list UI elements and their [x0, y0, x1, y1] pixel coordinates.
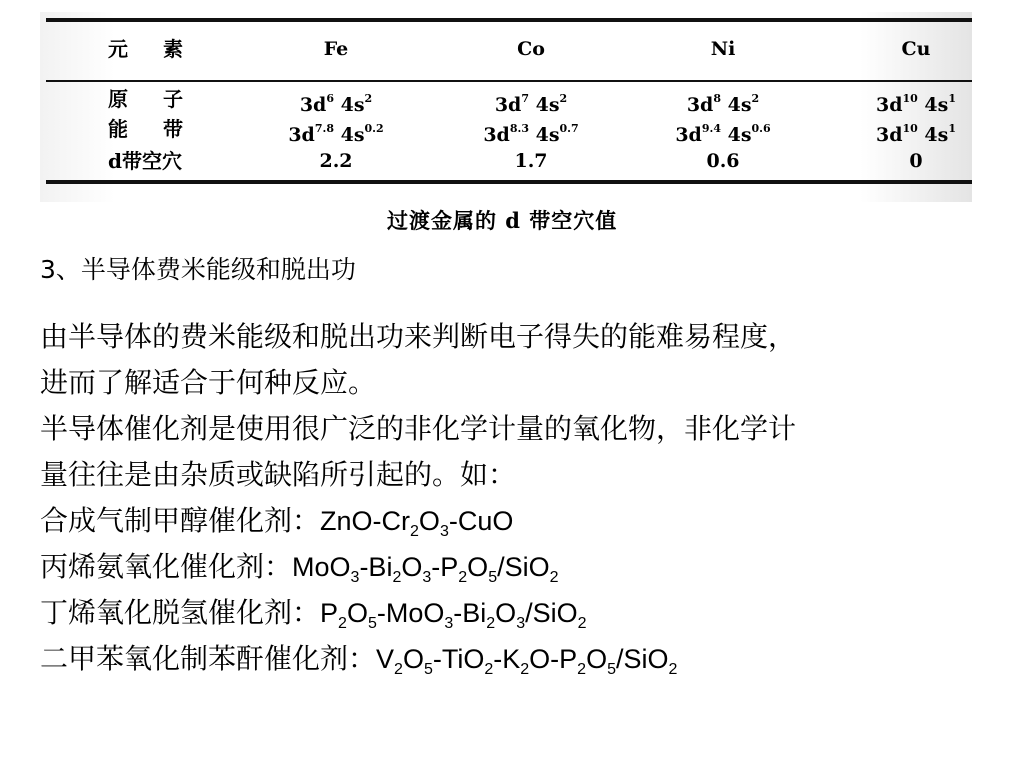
cell-base-text: 3d [483, 124, 510, 146]
formula-subscript: 2 [392, 569, 402, 586]
table-cell-ni [675, 114, 770, 150]
table-cell-fe [288, 114, 383, 150]
formula-subscript: 3 [444, 615, 454, 632]
cell-superscript: 0.7 [559, 122, 579, 135]
body-line [40, 590, 980, 636]
section-body [40, 314, 980, 682]
formula-subscript: 3 [516, 615, 526, 632]
formula-subscript: 2 [484, 661, 494, 678]
formula-text: O [401, 552, 423, 582]
cell-base-text: 0.6 [706, 150, 740, 172]
body-line [40, 498, 980, 544]
cell-superscript: 0.6 [751, 122, 771, 135]
cell-superscript: 2 [751, 92, 760, 105]
table-row-label: d带空穴 [108, 149, 182, 173]
table-cell-cu [876, 114, 956, 150]
body-line [40, 636, 980, 682]
cell-superscript: 1 [948, 92, 957, 105]
table-header-cu: Cu [901, 38, 931, 60]
formula-text: -Bi [359, 552, 393, 582]
cell-orbital-text: 4s [720, 94, 752, 116]
cell-superscript: 7 [521, 92, 529, 105]
formula-text: O [467, 552, 489, 582]
formula-text: -MoO [376, 598, 445, 628]
formula-subscript: 2 [338, 615, 347, 632]
body-text: 丙烯氨氧化催化剂： [40, 550, 293, 583]
section-heading: 3、半导体费米能级和脱出功 [40, 255, 356, 284]
body-line [40, 544, 980, 590]
cell-superscript: 10 [902, 92, 918, 105]
table-header-row [40, 34, 972, 64]
table-row [40, 146, 972, 176]
table-caption: 过渡金属的 d 带空穴值 [387, 208, 618, 233]
formula-subscript: 5 [488, 569, 498, 586]
formula-text: /SiO [525, 598, 578, 628]
cell-base-text: 3d [686, 94, 714, 116]
cell-orbital-text: 4s [528, 124, 560, 146]
body-line [40, 406, 980, 452]
table-cell-co [483, 114, 578, 150]
body-line [40, 360, 980, 406]
table-cell-co [514, 146, 547, 176]
table-bottom-rule [46, 180, 972, 184]
cell-superscript: 8.3 [509, 122, 529, 135]
table-header-label: 元 素 [108, 37, 197, 61]
body-text: 由半导体的费米能级和脱出功来判断电子得失的能难易程度， [40, 320, 797, 353]
cell-base-text: 3d [494, 94, 522, 116]
cell-superscript: 2 [559, 92, 568, 105]
formula-text: P [320, 598, 339, 628]
cell-base-text: 2.2 [319, 150, 353, 172]
formula-text: /SiO [497, 552, 550, 582]
cell-base-text: 3d [299, 94, 327, 116]
formula-text: O [586, 644, 608, 674]
table-header-fe: Fe [323, 38, 349, 60]
catalyst-formula [376, 644, 678, 678]
formula-subscript: 3 [439, 523, 449, 540]
cell-orbital-text: 4s [720, 124, 752, 146]
cell-base-text: 3d [875, 124, 903, 146]
formula-text: -K [493, 644, 521, 674]
formula-text: V [376, 644, 395, 674]
cell-orbital-text: 4s [917, 124, 949, 146]
table-header-rule [46, 80, 972, 82]
formula-subscript: 5 [367, 615, 377, 632]
formula-text: -TiO [432, 644, 485, 674]
formula-subscript: 2 [549, 569, 559, 586]
formula-text: -Bi [453, 598, 487, 628]
cell-superscript: 0.2 [364, 122, 384, 135]
formula-subscript: 5 [607, 661, 616, 678]
body-line [40, 314, 980, 360]
body-line [40, 452, 980, 498]
formula-subscript: 3 [350, 569, 360, 586]
formula-text: O [346, 598, 368, 628]
formula-text: ZnO-Cr [320, 506, 411, 536]
body-text: 二甲苯氧化制苯酐催化剂： [40, 642, 377, 675]
cell-superscript: 9.4 [701, 122, 721, 135]
body-text: 量往往是由杂质或缺陷所引起的。如： [40, 458, 517, 491]
cell-superscript: 6 [326, 92, 334, 105]
cell-orbital-text: 4s [917, 94, 949, 116]
formula-subscript: 2 [577, 615, 587, 632]
formula-text: O [402, 644, 424, 674]
body-text: 半导体催化剂是使用很广泛的非化学计量的氧化物，非化学计 [40, 412, 797, 445]
formula-subscript: 5 [423, 661, 433, 678]
cell-superscript: 1 [948, 122, 957, 135]
catalyst-formula [320, 598, 587, 632]
table-row [40, 84, 972, 114]
formula-subscript: 2 [410, 523, 419, 540]
formula-subscript: 2 [394, 661, 403, 678]
formula-subscript: 3 [422, 569, 432, 586]
table-cell-cu [909, 146, 922, 176]
formula-text: O [418, 506, 440, 536]
formula-subscript: 2 [486, 615, 496, 632]
cell-superscript: 2 [364, 92, 373, 105]
cell-base-text: 0 [909, 150, 923, 172]
cell-base-text: 3d [675, 124, 702, 146]
body-text: 合成气制甲醇催化剂： [40, 504, 321, 537]
cell-orbital-text: 4s [333, 124, 365, 146]
body-text: 进而了解适合于何种反应。 [40, 366, 377, 399]
formula-subscript: 2 [577, 661, 587, 678]
table-header-co: Co [517, 38, 545, 60]
cell-base-text: 3d [875, 94, 903, 116]
formula-subscript: 2 [668, 661, 678, 678]
cell-base-text: 1.7 [514, 150, 548, 172]
body-text: 丁烯氧化脱氢催化剂： [40, 596, 321, 629]
catalyst-formula [320, 506, 514, 540]
table-row [40, 114, 972, 144]
table-row-label: 能 带 [108, 117, 197, 141]
formula-text: MoO [292, 552, 351, 582]
table-header-ni: Ni [710, 38, 736, 60]
formula-text: O [495, 598, 517, 628]
d-band-vacancy-table-image [40, 12, 972, 233]
table-cell-fe [319, 146, 352, 176]
formula-subscript: 2 [458, 569, 468, 586]
formula-text: O-P [529, 644, 578, 674]
cell-orbital-text: 4s [528, 94, 560, 116]
catalyst-formula [292, 552, 559, 586]
cell-superscript: 10 [902, 122, 918, 135]
table-top-rule [46, 18, 972, 22]
table-cell-ni [706, 146, 739, 176]
formula-subscript: 2 [520, 661, 530, 678]
table-row-label: 原 子 [108, 87, 197, 111]
formula-text: -P [431, 552, 459, 582]
cell-orbital-text: 4s [333, 94, 365, 116]
formula-text: /SiO [616, 644, 669, 674]
cell-superscript: 7.8 [314, 122, 334, 135]
formula-text: -CuO [448, 506, 514, 536]
cell-superscript: 8 [713, 92, 721, 105]
cell-base-text: 3d [288, 124, 315, 146]
